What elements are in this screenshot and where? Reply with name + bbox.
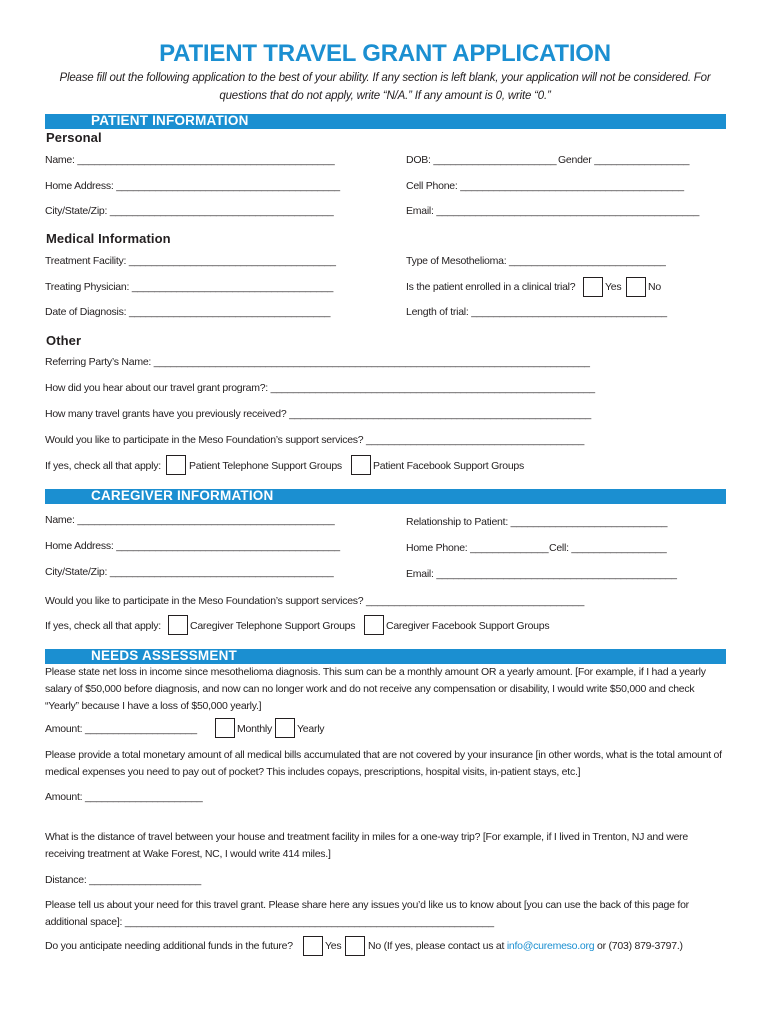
form-title: PATIENT TRAVEL GRANT APPLICATION	[159, 40, 611, 67]
patient-home-address-field[interactable]: Home Address: ________________________________________	[45, 180, 340, 192]
patient-phone-groups-checkbox[interactable]	[166, 455, 186, 475]
caregiver-name-field[interactable]: Name: ______________________________________________	[45, 514, 335, 526]
patient-support-services-field[interactable]: Would you like to participate in the Meso Foundation’s support services? _______________________________________	[45, 434, 585, 446]
patient-facebook-groups-checkbox[interactable]	[351, 455, 371, 475]
subheading-other: Other	[46, 333, 82, 348]
yearly-label: Yearly	[297, 723, 325, 735]
patient-dob-field[interactable]: DOB: ______________________	[406, 154, 557, 166]
clinical-trial-yes-checkbox[interactable]	[583, 277, 603, 297]
patient-gender-field[interactable]: Gender _________________	[558, 154, 690, 166]
diagnosis-date-field[interactable]: Date of Diagnosis: ____________________________________	[45, 306, 331, 318]
patient-phone-groups-label: Patient Telephone Support Groups	[189, 460, 342, 472]
caregiver-phone-groups-label: Caregiver Telephone Support Groups	[190, 620, 356, 632]
additional-funds-contact	[368, 940, 683, 952]
meso-type-field[interactable]: Type of Mesothelioma: ____________________________	[406, 255, 666, 267]
travel-distance-question: What is the distance of travel between your house and treatment facility in miles for a one-way trip? [For example, if I lived in Trenton, NJ and were receiving treatment at Wake Forest, NC, I would write 414 miles.]	[45, 831, 688, 860]
caregiver-city-state-zip-field[interactable]: City/State/Zip: ________________________________________	[45, 566, 334, 578]
form-instructions: Please fill out the following application to the best of your ability. If any section is left blank, your application will not be considered. For questions that do not apply, write “N/A.” If any amount is 0, write “0.”	[59, 72, 711, 102]
section-bar-patient	[45, 114, 726, 129]
patient-name-field[interactable]: Name: ______________________________________________	[45, 154, 335, 166]
medical-bills-question: Please provide a total monetary amount of all medical bills accumulated that are not covered by your insurance [in other words, what is the total amount of medical expenses you need to pay out of pocket? This includes copays, prescriptions, hospital visits, in-patient stays, etc.]	[45, 749, 722, 778]
treatment-facility-field[interactable]: Treatment Facility: _____________________________________	[45, 255, 336, 267]
subheading-personal: Personal	[46, 130, 102, 145]
caregiver-relationship-field[interactable]: Relationship to Patient: ____________________________	[406, 516, 668, 528]
referring-party-field[interactable]: Referring Party’s Name: ______________________________________________________________________________	[45, 356, 590, 368]
clinical-trial-no-label: No	[648, 281, 661, 293]
monthly-label: Monthly	[237, 723, 273, 735]
clinical-trial-no-checkbox[interactable]	[626, 277, 646, 297]
patient-email-field[interactable]: Email: _______________________________________________	[406, 205, 700, 217]
section-bar-needs	[45, 649, 726, 664]
caregiver-facebook-groups-label: Caregiver Facebook Support Groups	[386, 620, 550, 632]
section-heading-patient: PATIENT INFORMATION	[91, 113, 249, 128]
clinical-trial-question: Is the patient enrolled in a clinical trial?	[406, 281, 576, 293]
income-amount-field[interactable]: Amount: ____________________	[45, 723, 197, 735]
section-heading-needs: NEEDS ASSESSMENT	[91, 648, 237, 663]
patient-check-all-label: If yes, check all that apply:	[45, 460, 161, 472]
caregiver-phone-groups-checkbox[interactable]	[168, 615, 188, 635]
distance-field[interactable]: Distance: ____________________	[45, 874, 201, 886]
monthly-checkbox[interactable]	[215, 718, 235, 738]
caregiver-home-address-field[interactable]: Home Address: ________________________________________	[45, 540, 340, 552]
additional-funds-yes-label: Yes	[325, 940, 342, 952]
caregiver-cell-field[interactable]: Cell: _________________	[549, 542, 667, 554]
previous-grants-field[interactable]: How many travel grants have you previously received? ______________________________________________________	[45, 408, 591, 420]
clinical-trial-yes-label: Yes	[605, 281, 622, 293]
section-heading-caregiver: CAREGIVER INFORMATION	[91, 488, 274, 503]
additional-funds-question: Do you anticipate needing additional funds in the future?	[45, 940, 293, 952]
additional-funds-yes-checkbox[interactable]	[303, 936, 323, 956]
contact-phone-text: or (703) 879-3797.)	[597, 940, 683, 952]
medical-amount-field[interactable]: Amount: _____________________	[45, 791, 203, 803]
section-bar-caregiver	[45, 489, 726, 504]
caregiver-check-all-label: If yes, check all that apply:	[45, 620, 161, 632]
income-loss-question: Please state net loss in income since mesothelioma diagnosis. This sum can be a monthly amount OR a yearly amount. [For example, if I had a yearly salary of $50,000 before diagnosis, and now can no longer work and do not receive any compensation or disability, I would write $50,000 and check “Yearly” because I have a loss of $50,000 yearly.]	[45, 666, 706, 712]
additional-funds-no-checkbox[interactable]	[345, 936, 365, 956]
contact-email-link[interactable]: info@curemeso.org	[506, 940, 595, 952]
additional-funds-no-label: No (If yes, please contact us at	[368, 940, 505, 952]
grant-need-question[interactable]: Please tell us about your need for this travel grant. Please share here any issues you’d like us to know about [you can use the back of this page for additional space]: __________________________________________________________________	[45, 899, 689, 928]
patient-facebook-groups-label: Patient Facebook Support Groups	[373, 460, 525, 472]
patient-cell-phone-field[interactable]: Cell Phone: ________________________________________	[406, 180, 684, 192]
caregiver-support-services-field[interactable]: Would you like to participate in the Meso Foundation’s support services? _______________________________________	[45, 595, 585, 607]
caregiver-facebook-groups-checkbox[interactable]	[364, 615, 384, 635]
yearly-checkbox[interactable]	[275, 718, 295, 738]
treating-physician-field[interactable]: Treating Physician: ____________________________________	[45, 281, 334, 293]
caregiver-home-phone-field[interactable]: Home Phone: ______________	[406, 542, 549, 554]
caregiver-email-field[interactable]: Email: ___________________________________________	[406, 568, 677, 580]
how-heard-field[interactable]: How did you hear about our travel grant program?: __________________________________________________________	[45, 382, 595, 394]
subheading-medical: Medical Information	[46, 231, 171, 246]
patient-city-state-zip-field[interactable]: City/State/Zip: ________________________________________	[45, 205, 334, 217]
trial-length-field[interactable]: Length of trial: ___________________________________	[406, 306, 667, 318]
